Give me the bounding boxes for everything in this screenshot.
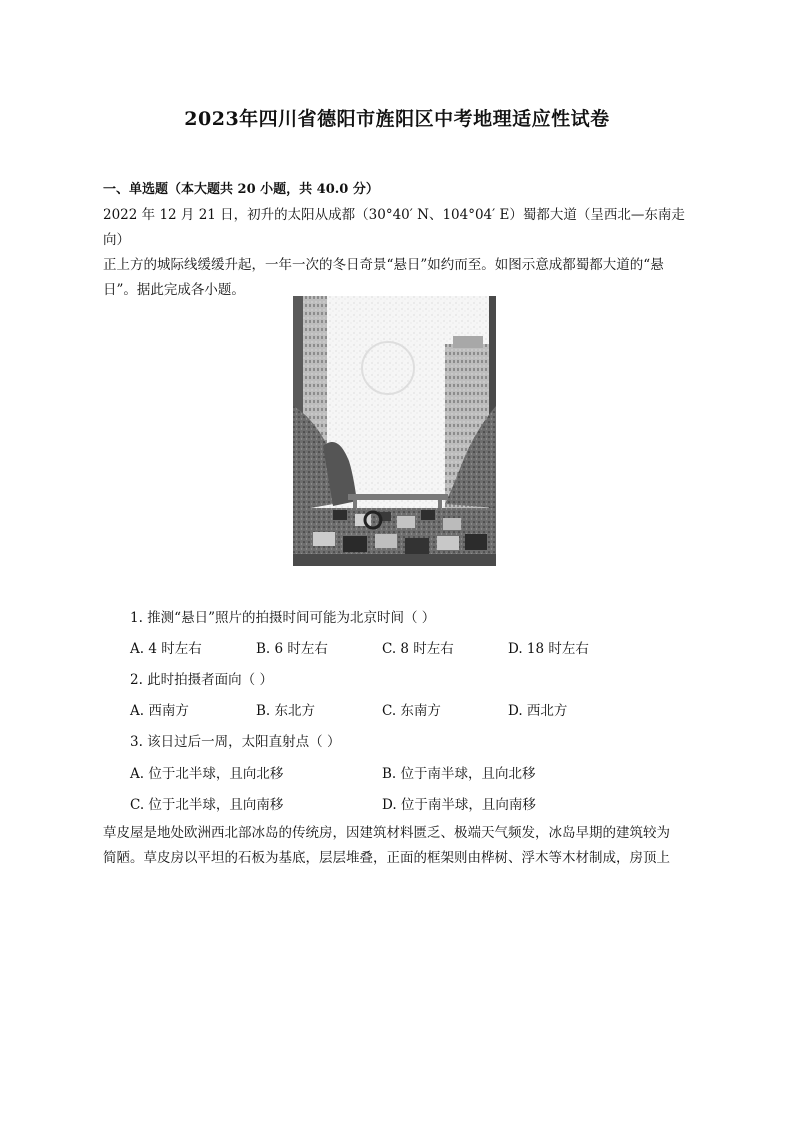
question-3-stem: 3. 该日过后一周，太阳直射点（ ） xyxy=(130,734,341,750)
intro-line: 2022 年 12 月 21 日，初升的太阳从成都（30°40′ N、104°04′ E）蜀都大道（呈西北—东南走向） xyxy=(103,207,685,248)
section-heading: 一、单选题（本大题共 20 小题，共 40.0 分） xyxy=(103,182,379,197)
intro-passage xyxy=(103,203,695,303)
question-3-option-a: A. 位于北半球，且向北移 xyxy=(130,766,284,782)
question-2-option-c: C. 东南方 xyxy=(382,703,441,719)
page-title: 2023年四川省德阳市旌阳区中考地理适应性试卷 xyxy=(184,108,610,130)
suspended-sun-photo xyxy=(293,296,496,566)
question-2-option-a: A. 西南方 xyxy=(130,703,189,719)
question-3-option-d: D. 位于南半球，且向南移 xyxy=(382,797,536,813)
next-passage xyxy=(103,821,695,871)
question-1-option-a: A. 4 时左右 xyxy=(130,641,202,657)
question-1-option-b: B. 6 时左右 xyxy=(256,641,328,657)
intro-line: 日”。据此完成各小题。 xyxy=(103,282,245,298)
passage-line: 简陋。草皮房以平坦的石板为基底，层层堆叠，正面的框架则由桦树、浮木等木材制成，房顶上 xyxy=(103,850,670,866)
question-3-option-b: B. 位于南半球，且向北移 xyxy=(382,766,536,782)
question-2-stem: 2. 此时拍摄者面向（ ） xyxy=(130,672,273,688)
question-2-option-d: D. 西北方 xyxy=(508,703,568,719)
question-2-option-b: B. 东北方 xyxy=(256,703,316,719)
question-3-option-c: C. 位于北半球，且向南移 xyxy=(130,797,284,813)
photo-illustration xyxy=(293,296,496,566)
question-1-option-d: D. 18 时左右 xyxy=(508,641,589,657)
question-1-stem: 1. 推测“悬日”照片的拍摄时间可能为北京时间（ ） xyxy=(130,610,436,626)
question-1-option-c: C. 8 时左右 xyxy=(382,641,454,657)
passage-line: 草皮屋是地处欧洲西北部冰岛的传统房，因建筑材料匮乏、极端天气频发，冰岛早期的建筑较为 xyxy=(103,825,670,841)
intro-line: 正上方的城际线缓缓升起，一年一次的冬日奇景“悬日”如约而至。如图示意成都蜀都大道的“悬 xyxy=(103,257,664,273)
